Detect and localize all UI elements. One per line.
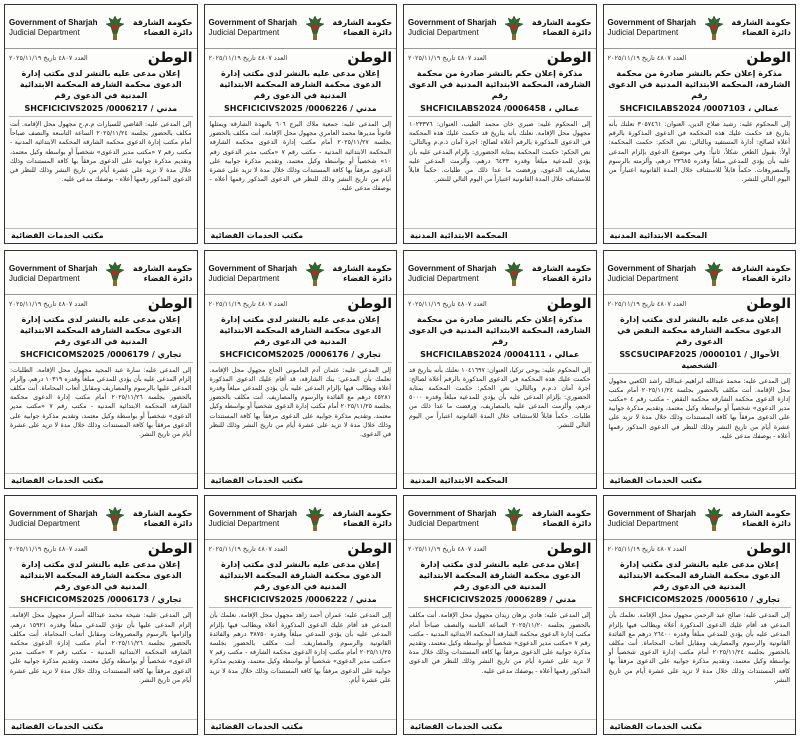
newspaper-name: الوطن bbox=[347, 295, 392, 312]
legal-notice bbox=[4, 250, 198, 490]
notice-title: إعلان مدعى عليه بالنشر لدى مكتب إدارة الدعوى محكمة الشارقة محكمة النقض في الدعوى رقم bbox=[617, 314, 782, 346]
sharjah-emblem-icon bbox=[503, 260, 525, 288]
notice-meta bbox=[404, 49, 596, 67]
dept-en-line: Judicial Department bbox=[607, 519, 679, 529]
notice-body: إلى المحكوم عليه: صبري خان محمد الطيب، العنوان: ١٠٢٣٣٧٦ مجهول محل الإقامة. نعلنك بأنه بتاريخ قد حكمت عليك هذه المحكمة في الدعوى المذكورة بالرقم أعلاه لصالح: اجرة آمان ذ.م.م وبالتالي: نص الحكم: حكمت المحكمة بمثابة الحضوري: بإلزام المدعى عليه بأن يؤدي للمدعية مبلغاً وقدره ٦٤٣٣ درهم، وألزمت المدعى عليه بمصاريف الدعوى، ورفضت ما عدا ذلك من طلبات. حكماً قابلاً للاستئناف خلال المدة القانونية اعتباراً من اليوم التالي للنشر. bbox=[409, 121, 591, 184]
case-number: SHCFICICOMS2025 /0006179 / تجاري bbox=[9, 349, 193, 363]
issue-date: العدد ٤٨٠٧ تاريخ ٢٠٢٥/١١/١٩ bbox=[607, 299, 687, 308]
newspaper-name: الوطن bbox=[546, 295, 592, 312]
case-number: SHCFICICIVS2025 /0006289 / مدني bbox=[408, 594, 592, 608]
notice-body: إلى المدعى عليه: صالح عبد الرحمن مجهول محل الإقامة. نعلمك بأن المدعي قد أقام عليك الدعوى المذكورة أعلاه ويطالب فيها بإلزام المدعى عليه بأن يؤدي للمدعي مبلغاً وقدره ٢٦٤٠٠ درهم مع الفائدة القانونية والرسوم والمصاريف ومقابل أتعاب المحاماة. أنت مكلف بالحضور بجلسة ٢٠٢٥/١١/٢٤ أمام مكتب إدارة الدعوى شخصياً أو بواسطة وكيل معتمد، وتقديم مذكرة جوابية على الدعوى مرفقاً بها كافة المستندات وذلك خلال مدة لا تزيد على عشرة أيام من تاريخ النشر. bbox=[608, 612, 790, 684]
government-name-en bbox=[608, 18, 696, 38]
case-number: SHCFICICIVS2025 /0006226 / مدني bbox=[209, 103, 393, 117]
government-name-ar bbox=[332, 18, 392, 38]
notice-body: إلى المحكوم عليه: رشيد صلاح الدين، العنوان: ٣٠٥٧٤٦١ نعلنك بأنه بتاريخ قد حكمت عليك هذه المحكمة في الدعوى المذكورة بالرقم أعلاه لصالح: أدارة المستفيد وبالتالي: نص الحكم: حكمت المحكمة: أولاً: بقبول الطعن شكلاً، ثانياً: وفي موضوع الدعوى بإلزام المدعى عليه بأن يؤدي للمدعي مبلغاً وقدره ٢٣٦٨٥ درهم، وألزمته بالرسوم والمصروفات. حكماً قابلاً للاستئناف خلال المدة القانونية اعتباراً من اليوم التالي للنشر. bbox=[608, 121, 790, 184]
government-name-ar bbox=[532, 18, 592, 38]
case-number: SHCFICICIVS2025 /0006222 / مدني bbox=[209, 594, 393, 608]
notice-header bbox=[5, 496, 197, 540]
dept-ar-line: دائرة القضاء bbox=[343, 273, 392, 283]
government-name-en bbox=[209, 264, 297, 284]
gov-ar-line: حكومة الشارقة bbox=[132, 509, 193, 519]
dept-en-line: Judicial Department bbox=[408, 28, 479, 37]
notice-signature: مكتب الخدمات القضائية bbox=[5, 473, 197, 488]
gov-ar-line: حكومة الشارقة bbox=[332, 509, 392, 519]
issue-date: العدد ٤٨٠٧ تاريخ ٢٠٢٥/١١/١٩ bbox=[208, 54, 288, 62]
gov-en-line: Government of Sharjah bbox=[208, 18, 297, 27]
dept-ar-line: دائرة القضاء bbox=[742, 519, 791, 529]
notice-meta bbox=[404, 295, 596, 313]
gov-en-line: Government of Sharjah bbox=[208, 263, 297, 273]
notice-signature: المحكمة الابتدائية المدنية bbox=[604, 228, 796, 243]
notice-header bbox=[5, 251, 197, 295]
legal-notice bbox=[204, 495, 398, 735]
notice-header bbox=[5, 5, 197, 49]
gov-ar-line: حكومة الشارقة bbox=[132, 263, 193, 273]
government-name-ar bbox=[731, 18, 791, 38]
notice-body: إلى المدعى عليه: هادي برهان زيدان مجهول محل الإقامة. أنت مكلف بالحضور بجلسة ٢٠٢٥/١١/٢٠ الساعة الثامنة والنصف صباحاً أمام مكتب إدارة الدعوى محكمة الشارقة المحكمة الابتدائية المدنية - مكتب رقم ٧ «مكتب مدير الدعوى» شخصياً أو بواسطة وكيل معتمد، وتقديم مذكرة جوابية على الدعوى مرفقاً بها كافة المستندات وذلك خلال مدة لا تزيد على عشرة أيام من تاريخ النشر وذلك للنظر في الدعوى المذكور رقمها أعلاه - بوصفك مدعى عليه. bbox=[409, 612, 591, 675]
notice-meta bbox=[205, 49, 397, 67]
notice-meta bbox=[5, 49, 197, 67]
legal-notice bbox=[603, 250, 797, 490]
legal-notice bbox=[603, 4, 797, 244]
notice-meta bbox=[604, 540, 796, 558]
dept-en-line: Judicial Department bbox=[607, 273, 679, 283]
dept-ar-line: دائرة القضاء bbox=[542, 28, 592, 37]
sharjah-emblem-icon bbox=[104, 505, 126, 533]
dept-ar-line: دائرة القضاء bbox=[742, 28, 791, 37]
case-number: SHCFICICOMS2025 /0006176 / تجاري bbox=[209, 349, 393, 363]
gov-en-line: Government of Sharjah bbox=[9, 263, 98, 273]
legal-notice bbox=[4, 495, 198, 735]
notice-title: مذكرة إعلان حكم بالنشر صادرة من محكمة الشارقة، المحكمة الابتدائية المدنية في الدعوى رقم bbox=[408, 314, 591, 346]
case-number: SHCFICILABS2024 /0006458 ، عمالي bbox=[408, 103, 592, 117]
dept-en-line: Judicial Department bbox=[208, 28, 280, 37]
dept-en-line: Judicial Department bbox=[607, 28, 679, 37]
notice-header bbox=[604, 251, 796, 295]
notice-title: إعلان مدعى عليه بالنشر لدى مكتب إدارة الدعوى محكمة الشارقة المحكمة الابتدائية المدنية في الدعوى رقم bbox=[219, 560, 382, 592]
newspaper-name: الوطن bbox=[347, 50, 392, 66]
gov-ar-line: حكومة الشارقة bbox=[731, 263, 791, 273]
gov-ar-line: حكومة الشارقة bbox=[332, 263, 392, 273]
dept-en-line: Judicial Department bbox=[208, 519, 280, 529]
dept-ar-line: دائرة القضاء bbox=[542, 519, 592, 529]
notice-title: إعلان مدعى عليه بالنشر لدى مكتب إدارة الدعوى محكمة الشارقة المحكمة الابتدائية المدنية في الدعوى رقم bbox=[618, 560, 781, 592]
gov-en-line: Government of Sharjah bbox=[607, 18, 696, 27]
sharjah-emblem-icon bbox=[104, 14, 126, 42]
dept-en-line: Judicial Department bbox=[408, 519, 479, 529]
government-name-en bbox=[408, 18, 496, 38]
newspaper-name: الوطن bbox=[147, 50, 193, 66]
notice-meta bbox=[205, 295, 397, 313]
case-number: SSCSUCIPAF2025 /0000101 / الأحوال الشخصية bbox=[608, 349, 792, 374]
newspaper-name: الوطن bbox=[546, 50, 592, 66]
notice-title: إعلان مدعى عليه بالنشر لدى مكتب إدارة الدعوى محكمة الشارقة المحكمة الابتدائية المدنية في الدعوى رقم bbox=[19, 560, 182, 592]
notice-header bbox=[404, 496, 596, 540]
newspaper-name: الوطن bbox=[347, 541, 392, 558]
issue-date: العدد ٤٨٠٧ تاريخ ٢٠٢٥/١١/١٩ bbox=[9, 299, 88, 308]
sharjah-emblem-icon bbox=[304, 14, 326, 42]
government-name-en bbox=[408, 509, 496, 529]
issue-date: العدد ٤٨٠٧ تاريخ ٢٠٢٥/١١/١٩ bbox=[408, 299, 487, 308]
notice-title: إعلان مدعى عليه بالنشر لدى مكتب إدارة الدعوى محكمة الشارقة المحكمة الابتدائية المدنية في الدعوى رقم bbox=[19, 69, 182, 100]
government-name-ar bbox=[532, 509, 592, 529]
notice-body: إلى المدعى عليه: عمران أحمد زاهد مجهول محل الإقامة. نعلمك بأن المدعي قد أقام عليك الدعوى المذكورة أعلاه ويطالب فيها بإلزام المدعى عليه بأن يؤدي للمدعي مبلغاً وقدره ٣٨٧٥٠ درهم والفائدة القانونية والرسوم والمصاريف. أنت مكلف بالحضور بجلسة ٢٠٢٥/١١/٢٥ أمام مكتب إدارة الدعوى محكمة الشارقة - مكتب رقم ٧ «مكتب مدير الدعوى» شخصياً أو بواسطة وكيل معتمد، وتقديم مذكرة جوابية على الدعوى مرفقاً بها كافة المستندات وذلك خلال مدة لا تزيد على عشرة أيام. bbox=[209, 612, 391, 684]
case-number: SHCFICILABS2024 /0007103 ، عمالي bbox=[608, 103, 792, 117]
issue-date: العدد ٤٨٠٧ تاريخ ٢٠٢٥/١١/١٩ bbox=[208, 299, 288, 308]
dept-en-line: Judicial Department bbox=[408, 273, 479, 283]
notice-title: مذكرة إعلان حكم بالنشر صادرة من محكمة الشارقة، المحكمة الابتدائية المدنية في الدعوى رقم bbox=[408, 69, 591, 100]
dept-ar-line: دائرة القضاء bbox=[742, 273, 791, 283]
government-name-en bbox=[9, 509, 97, 529]
government-name-ar bbox=[532, 264, 592, 284]
gov-en-line: Government of Sharjah bbox=[607, 509, 696, 519]
notice-body: إلى المدعى عليه: محمد عبدالله ابراهيم عبدالله راشد الكعبي مجهول محل الإقامة. أنت مكلف بالحضور بجلسة ٢٠٢٥/١١/٢٤ أمام مكتب إدارة الدعوى محكمة الشارقة محكمة النقض - مكتب رقم ٤ «مكتب مدير الدعوى» شخصياً أو بواسطة وكيل معتمد، وتقديم مذكرة جوابية على الدعوى مرفقاً بها كافة المستندات وذلك خلال مدة لا تزيد على عشرة أيام من تاريخ النشر وذلك للنظر في الدعوى المذكور رقمها أعلاه - بوصفك مدعى عليه. bbox=[608, 377, 790, 440]
notice-body: إلى المدعى عليه: القاضي للسيارات م.م.ح مجهول محل الإقامة. أنت مكلف بالحضور بجلسة ٢٠٢٥/١١/٢٤ الساعة التاسعة والنصف صباحاً أمام مكتب إدارة الدعوى محكمة الشارقة المحكمة الابتدائية المدنية - مكتب رقم ٧ «مكتب مدير الدعوى» شخصياً أو بواسطة وكيل معتمد، وتقديم مذكرة جوابية على الدعوى مرفقاً بها كافة المستندات وذلك خلال مدة لا تزيد على عشرة أيام من تاريخ النشر وذلك للنظر في الدعوى المذكور رقمها أعلاه - بوصفك مدعى عليه. bbox=[10, 121, 192, 184]
case-number: SHCFICILABS2024 /0004111 ، عمالي bbox=[408, 349, 592, 363]
notice-signature: مكتب الخدمات القضائية bbox=[5, 228, 197, 243]
dept-ar-line: دائرة القضاء bbox=[143, 519, 193, 529]
gov-ar-line: حكومة الشارقة bbox=[731, 509, 791, 519]
notice-header bbox=[404, 251, 596, 295]
gov-ar-line: حكومة الشارقة bbox=[531, 18, 592, 27]
sharjah-emblem-icon bbox=[703, 505, 725, 533]
sharjah-emblem-icon bbox=[503, 14, 525, 42]
notice-meta bbox=[604, 49, 796, 67]
government-name-en bbox=[9, 264, 97, 284]
issue-date: العدد ٤٨٠٧ تاريخ ٢٠٢٥/١١/١٩ bbox=[208, 545, 288, 554]
dept-en-line: Judicial Department bbox=[208, 273, 280, 283]
issue-date: العدد ٤٨٠٧ تاريخ ٢٠٢٥/١١/١٩ bbox=[607, 545, 687, 554]
case-number: SHCFICICIVS2025 /0006217 / مدني bbox=[9, 103, 193, 117]
notice-body: إلى المدعى عليه: جمعية ملاك البرج ٦٠٦ بالنهدة الشارقة ويمثلها قانوناً مديرها محمد العامري مجهول محل الإقامة. أنت مكلف بالحضور بجلسة ٢٠٢٥/١١/٢٧ أمام مكتب إدارة الدعوى محكمة الشارقة المحكمة الابتدائية المدنية - مكتب رقم ٧ «مكتب مدير الدعوى رقم ١٠» شخصياً أو بواسطة وكيل معتمد، وتقديم مذكرة جوابية على الدعوى مرفقاً بها كافة المستندات وذلك خلال مدة لا تزيد على عشرة أيام من تاريخ النشر وذلك للنظر في الدعوى المذكور رقمها أعلاه - بوصفك مدعى عليه. bbox=[209, 121, 392, 193]
issue-date: العدد ٤٨٠٧ تاريخ ٢٠٢٥/١١/١٩ bbox=[408, 545, 487, 554]
notice-title: إعلان مدعى عليه بالنشر لدى مكتب إدارة الدعوى محكمة الشارقة المحكمة الابتدائية المدنية في الدعوى رقم bbox=[219, 69, 382, 100]
notice-signature: المحكمة الابتدائية المدنية bbox=[404, 228, 596, 243]
sharjah-emblem-icon bbox=[703, 260, 725, 288]
notice-signature: مكتب الخدمات القضائية bbox=[205, 473, 397, 488]
notice-signature: مكتب الخدمات القضائية bbox=[205, 228, 397, 243]
newspaper-name: الوطن bbox=[147, 295, 193, 312]
dept-ar-line: دائرة القضاء bbox=[542, 273, 592, 283]
notice-body: إلى المدعى عليه: سارة عبد المجيد مجهول محل الإقامة. الطلبات: إلزام المدعى عليه بأن يؤدي للمدعي مبلغاً وقدره ١٠٣١٩ درهم، وإلزام المدعى عليها بالرسوم والمصاريف ومقابل أتعاب المحاماة. أنت مكلف بالحضور بجلسة ٢٠٢٥/١١/٢٦ أمام مكتب إدارة الدعوى محكمة الشارقة المحكمة الابتدائية المدنية - مكتب رقم ٧ «مكتب مدير الدعوى» شخصياً أو بواسطة وكيل معتمد، وتقديم مذكرة جوابية على الدعوى مرفقاً بها كافة المستندات وذلك خلال مدة لا تزيد على عشرة أيام من تاريخ النشر. bbox=[10, 366, 192, 439]
notice-title: إعلان مدعى عليه بالنشر لدى مكتب إدارة الدعوى محكمة الشارقة المحكمة الابتدائية المدنية في الدعوى رقم bbox=[418, 560, 581, 592]
government-name-en bbox=[209, 18, 297, 38]
notice-body: إلى المحكوم عليه: يوحي تركيا، العنوان: ١٠٤١٦٩٧ نعلنك بأنه بتاريخ قد حكمت عليك هذه المحكمة في الدعوى المذكورة بالرقم أعلاه لصالح: أجرة آمان ذ.م.م وبالتالي: نص الحكم: حكمت المحكمة بمثابة الحضوري: بإلزام المدعى عليه بأن يؤدي للمدعية مبلغاً وقدره ٥٠٠٠ درهم، وألزمت المدعى عليه بالمصاريف، ورفضت ما عدا ذلك من طلبات. حكماً قابلاً للاستئناف خلال المدة القانونية اعتباراً من اليوم التالي للنشر. bbox=[409, 366, 591, 429]
notice-meta bbox=[404, 540, 596, 558]
gov-en-line: Government of Sharjah bbox=[9, 18, 98, 27]
government-name-ar bbox=[332, 509, 392, 529]
sharjah-emblem-icon bbox=[304, 260, 326, 288]
gov-ar-line: حكومة الشارقة bbox=[132, 18, 193, 27]
dept-en-line: Judicial Department bbox=[9, 273, 80, 283]
gov-ar-line: حكومة الشارقة bbox=[731, 18, 791, 27]
case-number: SHCFICICOMS2025 /0006173 / تجاري bbox=[9, 594, 193, 608]
notice-title: إعلان مدعى عليه بالنشر لدى مكتب إدارة الدعوى محكمة الشارقة المحكمة الابتدائية المدنية في الدعوى رقم bbox=[19, 314, 182, 346]
notice-body: إلى المدعى عليه: شيخة محمد عبدالله أسرار مجهول محل الإقامة. إلزام المدعى عليها بأن تؤدي للمدعي مبلغاً وقدره ١٥٩٢١ درهم، وإلزامها بالرسوم والمصروفات ومقابل أتعاب المحاماة. أنت مكلف بالحضور بجلسة ٢٠٢٥/١١/٢٦ أمام مكتب إدارة الدعوى محكمة الشارقة المحكمة الابتدائية المدنية - مكتب رقم ٧ «مكتب مدير الدعوى» شخصياً أو بواسطة وكيل معتمد، وتقديم مذكرة جوابية على الدعوى مرفقاً بها كافة المستندات وذلك خلال مدة لا تزيد على عشرة أيام من تاريخ النشر. bbox=[10, 612, 192, 684]
legal-notice bbox=[403, 4, 597, 244]
case-number: SHCFICICOMS2025 /0005610 / تجاري bbox=[608, 594, 792, 608]
notice-meta bbox=[205, 540, 397, 558]
notice-header bbox=[604, 496, 796, 540]
dept-en-line: Judicial Department bbox=[9, 28, 80, 37]
gov-ar-line: حكومة الشارقة bbox=[332, 18, 392, 27]
gov-en-line: Government of Sharjah bbox=[408, 18, 497, 27]
dept-ar-line: دائرة القضاء bbox=[343, 28, 392, 37]
notice-header bbox=[205, 496, 397, 540]
newspaper-name: الوطن bbox=[147, 541, 193, 558]
notice-title: مذكرة إعلان حكم بالنشر صادرة من محكمة الشارقة، المحكمة الابتدائية المدنية في الدعوى رقم bbox=[608, 69, 791, 100]
newspaper-name: الوطن bbox=[746, 541, 791, 558]
notice-signature: مكتب الخدمات القضائية bbox=[404, 719, 596, 734]
legal-notice bbox=[204, 250, 398, 490]
government-name-ar bbox=[731, 264, 791, 284]
notice-signature: المحكمة الابتدائية المدنية bbox=[404, 473, 596, 488]
government-name-ar bbox=[133, 18, 193, 38]
dept-ar-line: دائرة القضاء bbox=[343, 519, 392, 529]
issue-date: العدد ٤٨٠٧ تاريخ ٢٠٢٥/١١/١٩ bbox=[408, 54, 487, 62]
notice-signature: مكتب الخدمات القضائية bbox=[604, 473, 796, 488]
notice-header bbox=[205, 251, 397, 295]
gov-en-line: Government of Sharjah bbox=[408, 263, 497, 273]
gov-ar-line: حكومة الشارقة bbox=[531, 509, 592, 519]
government-name-en bbox=[209, 509, 297, 529]
government-name-ar bbox=[133, 264, 193, 284]
government-name-en bbox=[608, 509, 696, 529]
issue-date: العدد ٤٨٠٧ تاريخ ٢٠٢٥/١١/١٩ bbox=[607, 54, 687, 62]
government-name-en bbox=[408, 264, 496, 284]
legal-notice bbox=[204, 4, 398, 244]
legal-notice bbox=[403, 250, 597, 490]
notice-title: إعلان مدعى عليه بالنشر لدى مكتب إدارة الدعوى محكمة الشارقة المحكمة الابتدائية المدنية في الدعوى رقم bbox=[219, 314, 382, 346]
notice-signature: مكتب الخدمات القضائية bbox=[5, 719, 197, 734]
government-name-ar bbox=[133, 509, 193, 529]
dept-ar-line: دائرة القضاء bbox=[143, 28, 193, 37]
notice-body: إلى المدعى عليه: عثمان آدم الماموني الحاج مجهول محل الإقامة. نعلمك بأن المدعي: بنك الشارقة، قد أقام عليك الدعوى المذكورة أعلاه ويطالب فيها بإلزام المدعى عليه بأن يؤدي للمدعي مبلغاً وقدره ٤٥٢٨١ درهم مع الفائدة والرسوم والمصاريف. أنت مكلف بالحضور بجلسة ٢٠٢٥/١١/٢٥ أمام مكتب إدارة الدعوى شخصياً أو بواسطة وكيل معتمد، وتقديم مذكرة جوابية على الدعوى مرفقاً بها كافة المستندات وذلك خلال مدة لا تزيد على عشرة أيام من تاريخ النشر وذلك للنظر في الدعوى. bbox=[209, 366, 391, 439]
gov-en-line: Government of Sharjah bbox=[208, 509, 297, 519]
notice-meta bbox=[5, 295, 197, 313]
newspaper-name: الوطن bbox=[546, 541, 592, 558]
gov-en-line: Government of Sharjah bbox=[408, 509, 497, 519]
gov-en-line: Government of Sharjah bbox=[607, 263, 696, 273]
legal-notice bbox=[603, 495, 797, 735]
sharjah-emblem-icon bbox=[304, 505, 326, 533]
gov-en-line: Government of Sharjah bbox=[9, 509, 98, 519]
notice-header bbox=[404, 5, 596, 49]
notice-signature: مكتب الخدمات القضائية bbox=[604, 719, 796, 734]
notice-header bbox=[604, 5, 796, 49]
gov-ar-line: حكومة الشارقة bbox=[531, 263, 592, 273]
newspaper-name: الوطن bbox=[746, 295, 791, 312]
issue-date: العدد ٤٨٠٧ تاريخ ٢٠٢٥/١١/١٩ bbox=[9, 54, 88, 62]
sharjah-emblem-icon bbox=[503, 505, 525, 533]
government-name-en bbox=[9, 18, 97, 38]
notice-header bbox=[205, 5, 397, 49]
dept-ar-line: دائرة القضاء bbox=[143, 273, 193, 283]
dept-en-line: Judicial Department bbox=[9, 519, 80, 529]
government-name-ar bbox=[731, 509, 791, 529]
government-name-en bbox=[608, 264, 696, 284]
legal-notice bbox=[4, 4, 198, 244]
government-name-ar bbox=[332, 264, 392, 284]
sharjah-emblem-icon bbox=[104, 260, 126, 288]
notice-meta bbox=[604, 295, 796, 313]
sharjah-emblem-icon bbox=[703, 14, 725, 42]
notice-meta bbox=[5, 540, 197, 558]
issue-date: العدد ٤٨٠٧ تاريخ ٢٠٢٥/١١/١٩ bbox=[9, 545, 88, 554]
legal-notice bbox=[403, 495, 597, 735]
newspaper-name: الوطن bbox=[746, 50, 791, 66]
notice-signature: مكتب الخدمات القضائية bbox=[205, 719, 397, 734]
